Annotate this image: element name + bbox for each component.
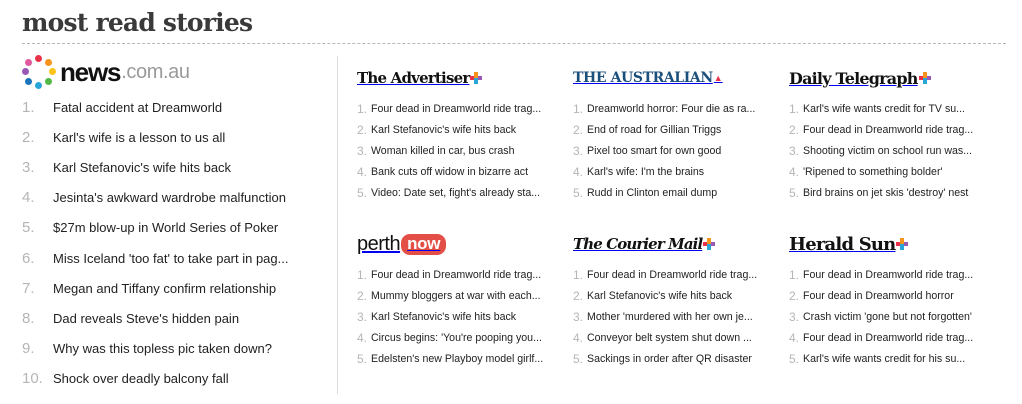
- story-link[interactable]: Karl's wife is a lesson to us all: [53, 129, 226, 145]
- herald-sun-logo[interactable]: [789, 232, 994, 256]
- story-rank: 1.: [789, 267, 800, 282]
- logo-dot: [49, 68, 56, 75]
- story-item: [357, 161, 562, 182]
- story-rank: 8.: [22, 309, 35, 327]
- story-rank: 3.: [573, 309, 584, 324]
- story-link[interactable]: Bank cuts off widow in bizarre act: [371, 165, 529, 178]
- story-rank: 6.: [22, 249, 35, 267]
- story-item: [573, 119, 778, 140]
- story-link[interactable]: Mother 'murdered with her own je...: [587, 310, 753, 323]
- story-link[interactable]: Crash victim 'gone but not forgotten': [803, 310, 972, 323]
- story-link[interactable]: Shooting victim on school run was...: [803, 144, 972, 157]
- story-item: [22, 303, 322, 333]
- logo-dot: [35, 82, 42, 89]
- story-item: [789, 306, 994, 327]
- story-item: [22, 122, 322, 152]
- story-item: [357, 348, 562, 369]
- story-link[interactable]: Fatal accident at Dreamworld: [53, 99, 223, 115]
- story-item: [573, 98, 778, 119]
- story-link[interactable]: Four dead in Dreamworld ride trag...: [803, 123, 974, 136]
- story-link[interactable]: Conveyor belt system shut down ...: [587, 331, 752, 344]
- story-rank: 5.: [357, 351, 368, 366]
- story-link[interactable]: Rudd in Clinton email dump: [587, 186, 718, 199]
- story-item: [22, 92, 322, 122]
- plus-icon: [470, 72, 482, 84]
- story-rank: 2.: [357, 288, 368, 303]
- story-link[interactable]: Karl Stefanovic's wife hits back: [53, 159, 232, 175]
- story-rank: 4.: [22, 189, 35, 207]
- story-item: [789, 119, 994, 140]
- story-item: [789, 348, 994, 369]
- perthnow-logo[interactable]: [357, 232, 562, 256]
- daily-telegraph-logo[interactable]: [789, 66, 994, 90]
- story-item: [573, 348, 778, 369]
- story-item: [22, 152, 322, 182]
- story-item: [573, 264, 778, 285]
- story-link[interactable]: Karl's wife: I'm the brains: [587, 165, 705, 178]
- story-rank: 4.: [357, 164, 368, 179]
- title-divider: [22, 43, 1006, 44]
- story-rank: 1.: [573, 267, 584, 282]
- story-rank: 3.: [573, 143, 584, 158]
- story-rank: 5.: [573, 351, 584, 366]
- story-rank: 3.: [357, 143, 368, 158]
- plus-icon: [703, 238, 715, 250]
- story-item: [789, 285, 994, 306]
- story-item: [22, 273, 322, 303]
- newscomau-story-list: [22, 92, 322, 394]
- australian-story-list: [573, 98, 778, 203]
- logo-dot: [22, 68, 29, 75]
- story-item: [789, 182, 994, 203]
- story-link[interactable]: Karl Stefanovic's wife hits back: [371, 123, 517, 136]
- story-item: [789, 264, 994, 285]
- story-item: [357, 119, 562, 140]
- story-rank: 1.: [573, 101, 584, 116]
- story-link[interactable]: Karl Stefanovic's wife hits back: [587, 289, 733, 302]
- story-link[interactable]: Dreamworld horror: Four die as ra...: [587, 102, 756, 115]
- story-link[interactable]: Karl's wife wants credit for TV su...: [803, 102, 965, 115]
- story-item: [789, 327, 994, 348]
- plus-icon: [896, 238, 908, 250]
- story-rank: 2.: [357, 122, 368, 137]
- story-item: [357, 285, 562, 306]
- story-item: [22, 213, 322, 243]
- newscomau-logo-text: news: [60, 56, 121, 87]
- story-item: [357, 140, 562, 161]
- story-item: [22, 334, 322, 364]
- story-rank: 1.: [357, 101, 368, 116]
- story-item: [573, 161, 778, 182]
- story-rank: 3.: [22, 158, 35, 176]
- logo-dot: [45, 78, 52, 85]
- publication-daily-telegraph: [789, 66, 994, 203]
- logo-dot: [25, 78, 32, 85]
- story-item: [22, 243, 322, 273]
- publication-herald-sun: [789, 232, 994, 369]
- australian-logo[interactable]: [573, 66, 778, 90]
- logo-dot: [25, 59, 32, 66]
- story-item: [357, 182, 562, 203]
- advertiser-story-list: [357, 98, 562, 203]
- story-rank: 3.: [357, 309, 368, 324]
- daily-telegraph-logo-text: Daily Telegraph: [789, 68, 918, 88]
- story-item: [22, 364, 322, 394]
- story-rank: 4.: [789, 164, 800, 179]
- story-link[interactable]: End of road for Gillian Triggs: [587, 123, 722, 136]
- story-rank: 10.: [22, 370, 43, 388]
- publication-australian: [573, 66, 778, 203]
- perthnow-story-list: [357, 264, 562, 369]
- story-link[interactable]: Video: Date set, fight's already sta...: [371, 186, 541, 199]
- section-title: most read stories: [22, 8, 253, 37]
- story-rank: 2.: [22, 128, 35, 146]
- story-rank: 4.: [789, 330, 800, 345]
- story-link[interactable]: Karl Stefanovic's wife hits back: [371, 310, 517, 323]
- story-item: [573, 327, 778, 348]
- story-item: [573, 140, 778, 161]
- australian-logo-text: THE AUSTRALIAN: [573, 70, 713, 86]
- story-rank: 9.: [22, 340, 35, 358]
- story-link[interactable]: 'Ripened to something bolder': [803, 165, 943, 178]
- advertiser-logo-text: The Advertiser: [357, 69, 470, 87]
- courier-mail-story-list: [573, 264, 778, 369]
- newscomau-dots-icon: [22, 55, 56, 89]
- newscomau-logo-domain: .com.au: [121, 60, 190, 83]
- story-link[interactable]: $27m blow-up in World Series of Poker: [53, 220, 279, 236]
- story-link[interactable]: Four dead in Dreamworld ride trag...: [803, 268, 974, 281]
- story-link[interactable]: Woman killed in car, bus crash: [371, 144, 515, 157]
- story-link[interactable]: Four dead in Dreamworld ride trag...: [371, 268, 542, 281]
- story-item: [573, 182, 778, 203]
- story-link[interactable]: Four dead in Dreamworld ride trag...: [371, 102, 542, 115]
- story-rank: 5.: [357, 185, 368, 200]
- story-item: [357, 306, 562, 327]
- publication-courier-mail: [573, 232, 778, 369]
- story-link[interactable]: Jesinta's awkward wardrobe malfunction: [53, 190, 286, 206]
- story-rank: 4.: [573, 164, 584, 179]
- story-rank: 2.: [789, 122, 800, 137]
- advertiser-logo[interactable]: [357, 66, 562, 90]
- newscomau-logo[interactable]: [22, 56, 190, 88]
- story-item: [573, 306, 778, 327]
- herald-sun-logo-text: Herald Sun: [789, 233, 896, 255]
- story-link[interactable]: Miss Iceland 'too fat' to take part in pag...: [53, 250, 289, 266]
- story-item: [789, 161, 994, 182]
- story-rank: 3.: [789, 309, 800, 324]
- story-link[interactable]: Mummy bloggers at war with each...: [371, 289, 541, 302]
- perthnow-logo-text: perth: [357, 232, 401, 255]
- logo-dot: [35, 55, 42, 62]
- story-link[interactable]: Bird brains on jet skis 'destroy' nest: [803, 186, 969, 199]
- story-link[interactable]: Circus begins: 'You're pooping you...: [371, 331, 542, 344]
- story-item: [357, 264, 562, 285]
- story-link[interactable]: Sackings in order after QR disaster: [587, 352, 752, 365]
- plus-icon: [919, 72, 931, 84]
- story-item: [357, 327, 562, 348]
- story-rank: 5.: [22, 219, 35, 237]
- story-link[interactable]: Four dead in Dreamworld ride trag...: [587, 268, 758, 281]
- story-rank: 1.: [357, 267, 368, 282]
- daily-telegraph-story-list: [789, 98, 994, 203]
- courier-mail-logo[interactable]: [573, 232, 778, 256]
- story-rank: 2.: [573, 288, 584, 303]
- story-item: [573, 285, 778, 306]
- story-rank: 5.: [789, 351, 800, 366]
- column-divider: [337, 56, 338, 394]
- story-link[interactable]: Edelsten's new Playboy model girlf...: [371, 352, 544, 365]
- courier-mail-logo-text: The Courier Mail: [573, 235, 703, 253]
- story-link[interactable]: Pixel too smart for own good: [587, 144, 722, 157]
- story-link[interactable]: Four dead in Dreamworld ride trag...: [803, 331, 974, 344]
- logo-dot: [45, 59, 52, 66]
- publication-advertiser: [357, 66, 562, 203]
- story-link[interactable]: Megan and Tiffany confirm relationship: [53, 280, 277, 296]
- herald-sun-story-list: [789, 264, 994, 369]
- story-rank: 4.: [357, 330, 368, 345]
- story-rank: 1.: [789, 101, 800, 116]
- story-link[interactable]: Four dead in Dreamworld horror: [803, 289, 954, 302]
- story-rank: 4.: [573, 330, 584, 345]
- perthnow-logo-badge: now: [401, 234, 446, 255]
- story-link[interactable]: Shock over deadly balcony fall: [53, 371, 229, 387]
- story-item: [22, 183, 322, 213]
- story-rank: 2.: [789, 288, 800, 303]
- story-link[interactable]: Why was this topless pic taken down?: [53, 341, 272, 357]
- story-item: [789, 140, 994, 161]
- story-link[interactable]: Karl's wife wants credit for his su...: [803, 352, 966, 365]
- story-rank: 1.: [22, 98, 35, 116]
- publication-perthnow: [357, 232, 562, 369]
- story-rank: 2.: [573, 122, 584, 137]
- story-rank: 5.: [573, 185, 584, 200]
- story-rank: 7.: [22, 279, 35, 297]
- australian-mark-icon: ▲: [713, 73, 723, 83]
- story-item: [357, 98, 562, 119]
- story-item: [789, 98, 994, 119]
- story-link[interactable]: Dad reveals Steve's hidden pain: [53, 310, 240, 326]
- story-rank: 5.: [789, 185, 800, 200]
- story-rank: 3.: [789, 143, 800, 158]
